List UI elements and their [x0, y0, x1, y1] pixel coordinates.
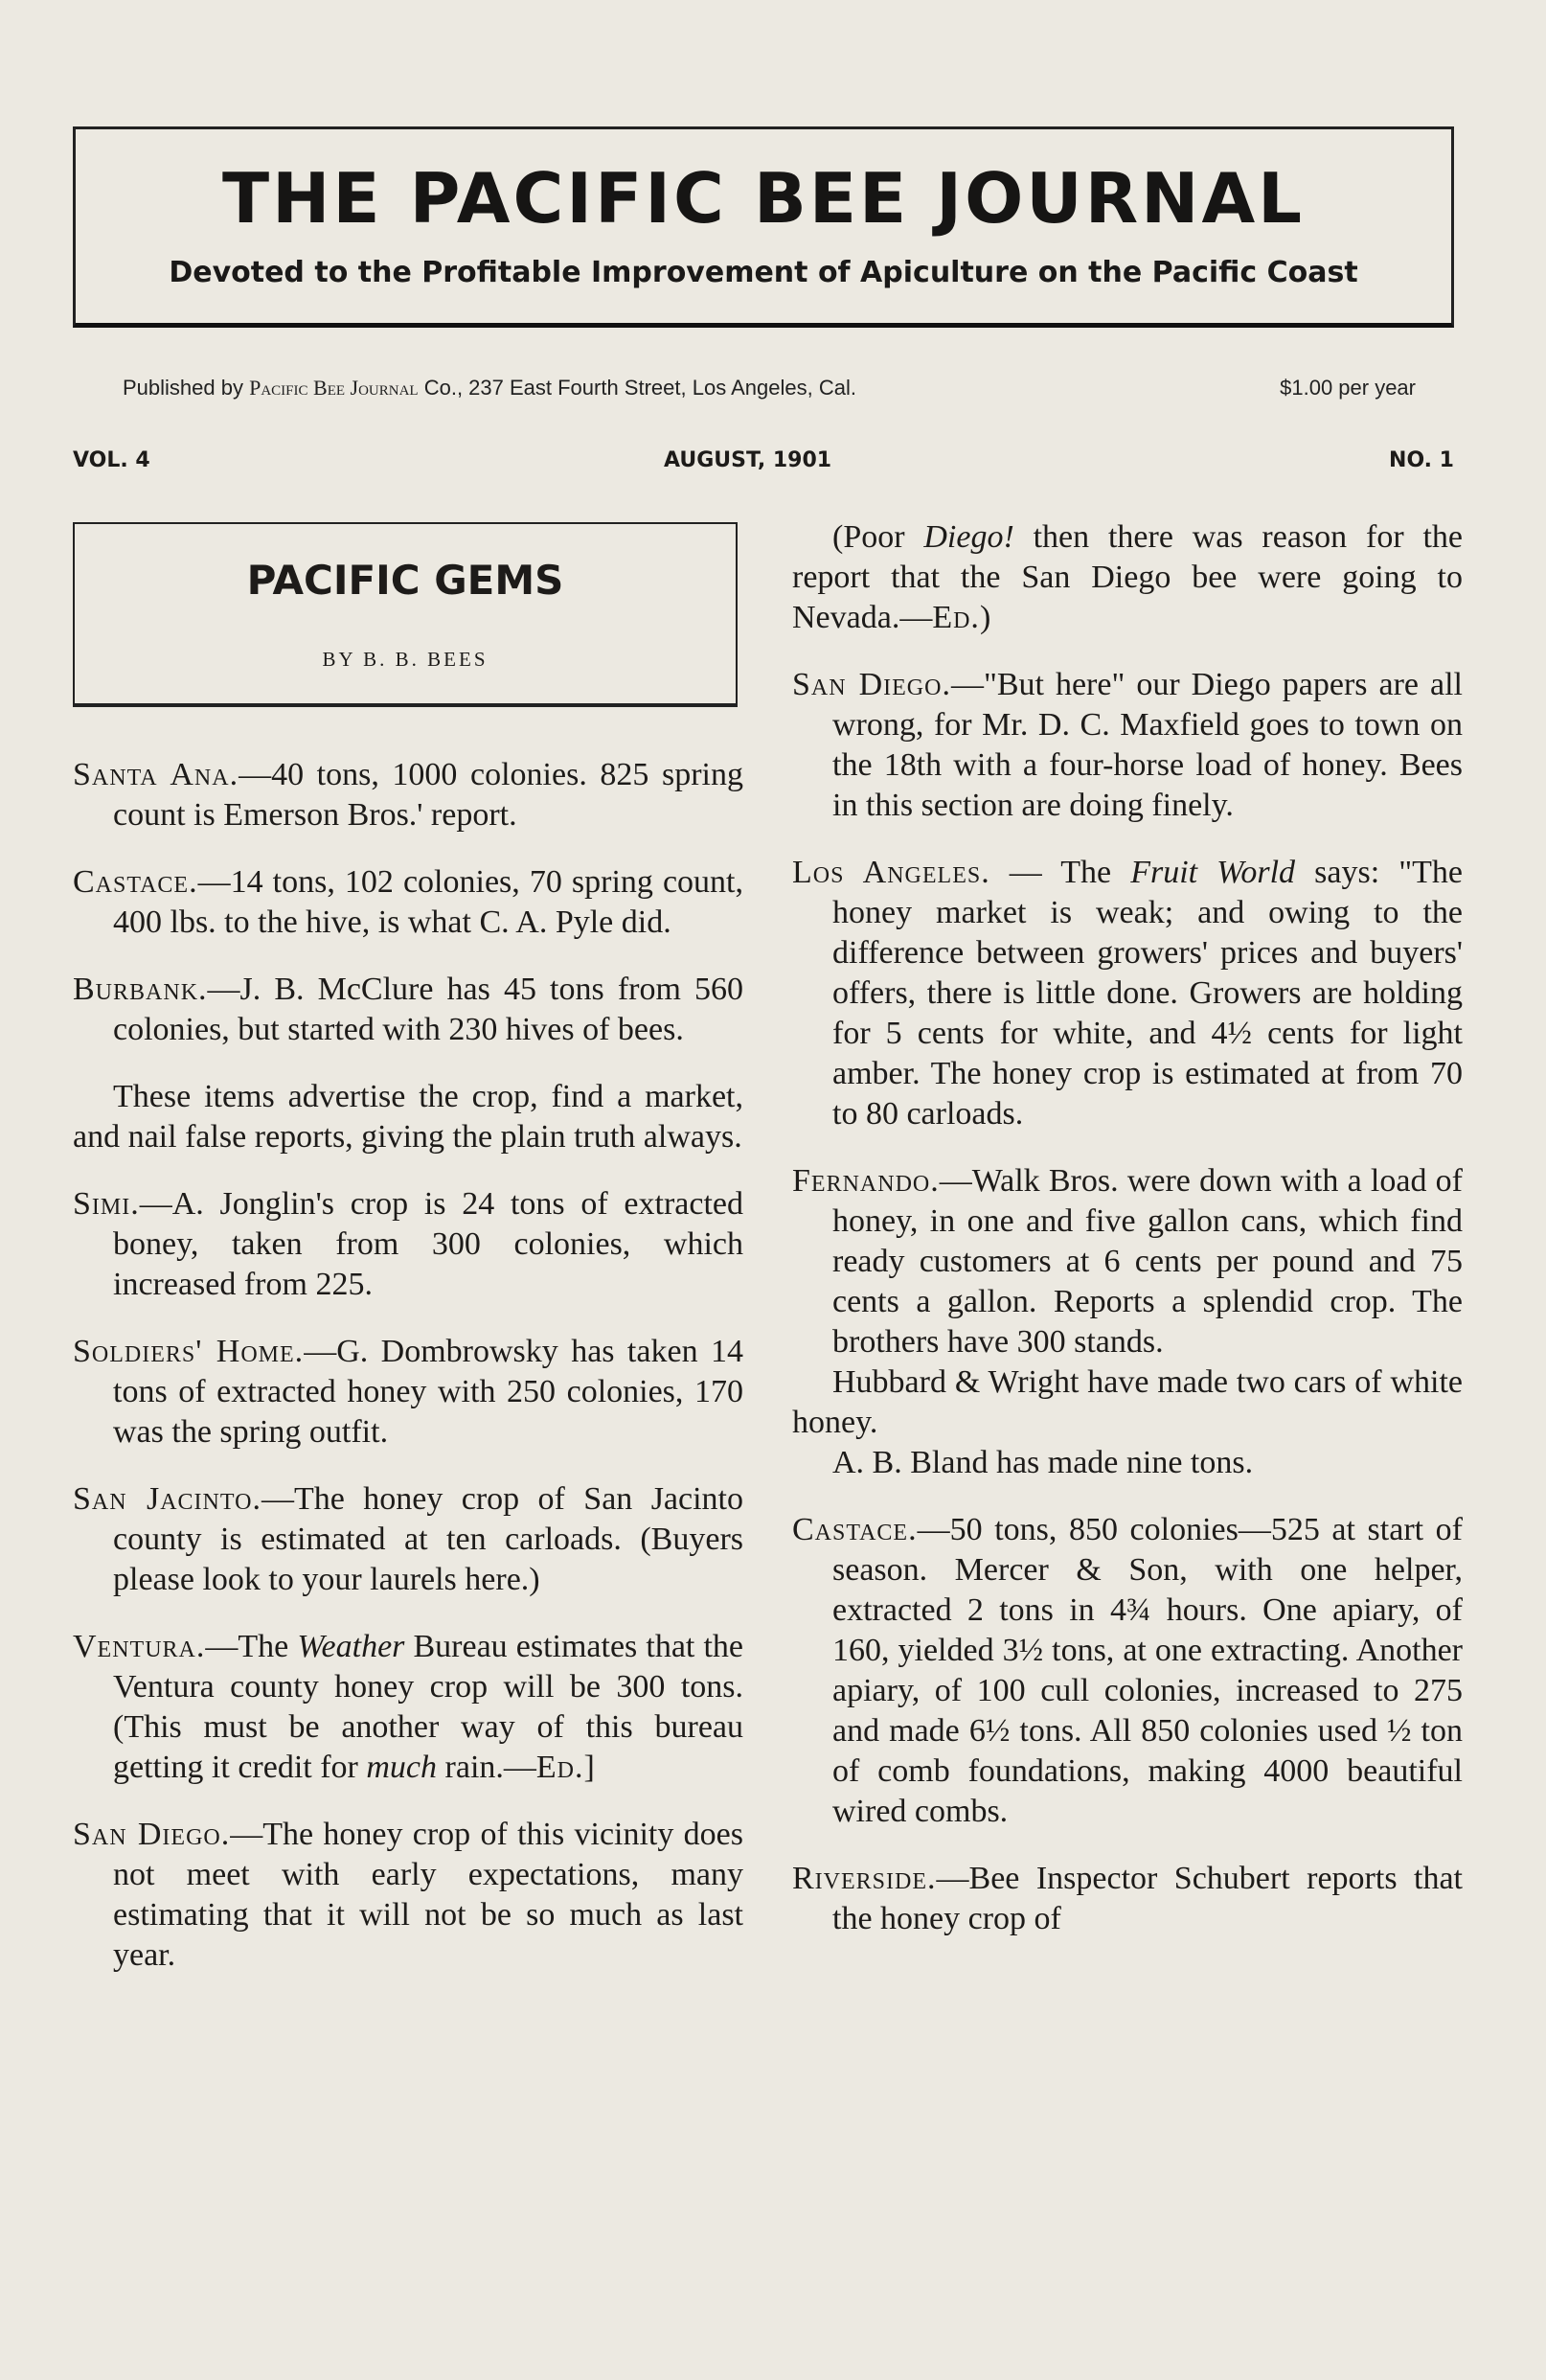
news-item-hubbard: Hubbard & Wright have made two cars of white honey. [792, 1364, 1463, 1440]
publisher-address: Co., 237 East Fourth Street, Los Angeles, Cal. [423, 376, 856, 400]
item-text: ) [979, 600, 991, 635]
emphasis-text: Diego! [923, 519, 1014, 555]
news-item-simi [73, 1184, 743, 1305]
news-item-bland: A. B. Bland has made nine tons. [832, 1445, 1254, 1480]
emphasis-text: Weather [297, 1629, 405, 1664]
left-column [73, 522, 743, 2002]
news-item-burbank [73, 970, 743, 1050]
news-item-castace-2 [792, 1510, 1463, 1832]
place-name: Simi. [73, 1186, 140, 1222]
place-name: Castace. [73, 864, 198, 900]
item-text: —A. Jonglin's crop is 24 tons of extracted boney, taken from 300 colonies, which increased from 225. [113, 1186, 743, 1302]
right-column [792, 517, 1463, 1966]
place-name: Castace. [792, 1512, 918, 1547]
volume-label: VOL. 4 [73, 448, 150, 472]
place-name: San Diego. [792, 667, 951, 702]
place-name: Santa Ana. [73, 757, 239, 792]
item-text: —Bee Inspector Schubert reports that the honey crop of [832, 1861, 1463, 1936]
item-text: says: "The honey market is weak; and owing to the difference between growers' prices and buyers' offers, there is little done. Growers are holding for 5 cents for white, and 4½ cents for light amber. The honey crop is estimated at from 70 to 80 carloads. [832, 855, 1463, 1132]
item-text: — The [989, 855, 1131, 890]
news-item-soldiers-home [73, 1332, 743, 1453]
news-item-riverside [792, 1859, 1463, 1939]
place-name: Burbank. [73, 972, 208, 1007]
place-name: Riverside. [792, 1861, 937, 1896]
news-item-san-jacinto [73, 1479, 743, 1600]
emphasis-text: much [366, 1750, 438, 1785]
place-name: San Diego. [73, 1817, 231, 1852]
item-text: Bureau estimates that the Ventura county honey crop will be 300 tons. (This must be another way of this bureau getting it credit for [113, 1629, 743, 1785]
place-name: San Jacinto. [73, 1481, 261, 1517]
place-name: Soldiers' Home. [73, 1334, 305, 1369]
news-item-santa-ana [73, 755, 743, 835]
place-name: Los Angeles. [792, 855, 990, 890]
news-item-castace [73, 862, 743, 943]
item-text: rain.— [437, 1750, 536, 1785]
item-text: —J. B. McClure has 45 tons from 560 colonies, but started with 230 hives of bees. [113, 972, 743, 1047]
journal-title: THE PACIFIC BEE JOURNAL [221, 158, 1306, 239]
editor-note-poor-diego [792, 517, 1463, 638]
publisher-company: Pacific Bee Journal [249, 376, 419, 400]
news-item-san-diego-2 [792, 665, 1463, 826]
issue-line [73, 448, 1454, 477]
item-text: —Walk Bros. were down with a load of honey, in one and five gallon cans, which find ready customers at 6 cents per pound and 75 cents a gallon. Reports a splendid crop. The brothers have 300 stands. [832, 1163, 1463, 1360]
emphasis-text: Fruit World [1130, 855, 1296, 890]
publisher-prefix: Published by [123, 376, 243, 400]
subscription-price: $1.00 per year [1280, 376, 1416, 400]
place-name: Fernando. [792, 1163, 940, 1199]
section-header-box [73, 522, 738, 707]
section-byline: BY B. B. BEES [322, 648, 489, 671]
editorial-note: These items advertise the crop, find a market, and nail false reports, giving the plain truth always. [73, 1079, 743, 1155]
item-text: —The honey crop of San Jacinto county is estimated at ten carloads. (Buyers please look to your laurels here.) [113, 1481, 744, 1597]
section-title: PACIFIC GEMS [246, 557, 564, 604]
item-text: —The honey crop of this vicinity does not meet with early expectations, many estimating that it will not be so much as last year. [113, 1817, 743, 1973]
item-text: ] [583, 1750, 595, 1785]
news-item-fernando [792, 1161, 1463, 1362]
masthead [73, 126, 1454, 328]
item-text: —G. Dombrowsky has taken 14 tons of extracted honey with 250 colonies, 170 was the spring outfit. [113, 1334, 743, 1450]
item-text: —The [205, 1629, 298, 1664]
news-item-ventura [73, 1627, 743, 1788]
news-item-san-diego [73, 1815, 743, 1976]
issue-date: AUGUST, 1901 [664, 448, 832, 472]
publisher-line [123, 376, 1416, 400]
editor-mark: Ed. [932, 600, 980, 635]
place-name: Ventura. [73, 1629, 206, 1664]
item-text: —14 tons, 102 colonies, 70 spring count, 400 lbs. to the hive, is what C. A. Pyle did. [113, 864, 743, 940]
issue-number: NO. 1 [1389, 448, 1454, 472]
item-text: (Poor [832, 519, 924, 555]
item-text: —40 tons, 1000 colonies. 825 spring count is Emerson Bros.' report. [113, 757, 743, 833]
item-text: —50 tons, 850 colonies—525 at start of season. Mercer & Son, with one helper, extracted 2 tons in 4¾ hours. One apiary, of 160, yielded 3½ tons, at one extracting. Another apiary, of 100 cull colonies, increased to 275 and made 6½ tons. All 850 colonies used ½ ton of comb foundations, making 4000 beautiful wired combs. [832, 1512, 1463, 1829]
item-text: —"But here" our Diego papers are all wrong, for Mr. D. C. Maxfield goes to town on the 18th with a four-horse load of honey. Bees in this section are doing finely. [832, 667, 1463, 823]
editor-mark: Ed. [535, 1750, 584, 1785]
journal-subtitle: Devoted to the Profitable Improvement of Apiculture on the Pacific Coast [169, 256, 1358, 289]
item-text: then there was reason for the report that the San Diego bee were going to Nevada.— [792, 519, 1463, 635]
news-item-los-angeles [792, 853, 1463, 1134]
